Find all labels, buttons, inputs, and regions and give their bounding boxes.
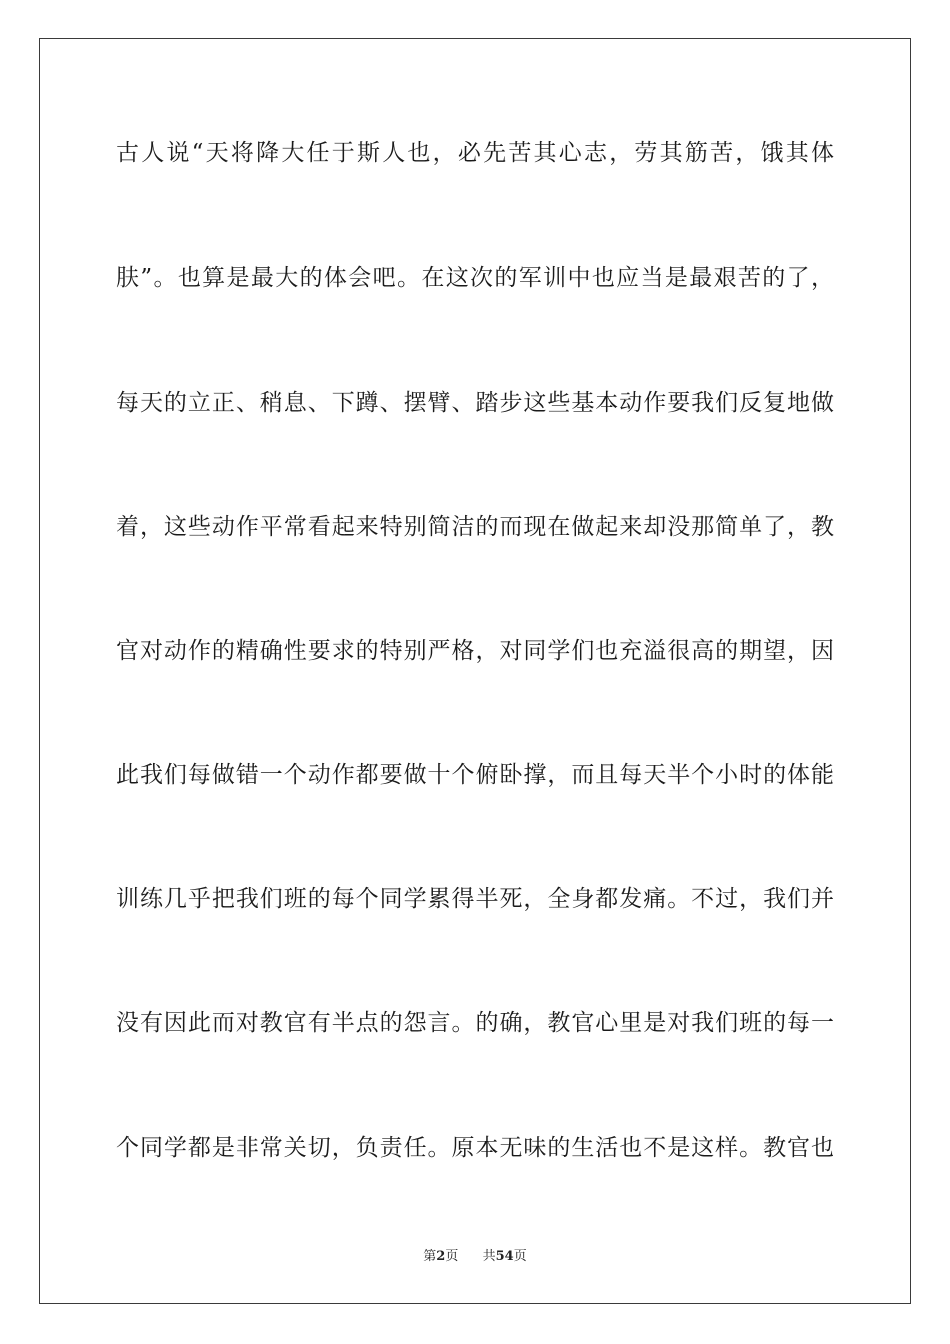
total-pages: 54 xyxy=(495,1249,514,1264)
total-prefix: 共 xyxy=(482,1249,496,1264)
text-line: 每天的立正、稍息、下蹲、摆臂、踏步这些基本动作要我们反复地做 xyxy=(116,390,834,416)
page-prefix: 第 xyxy=(423,1249,437,1264)
text-line: 此我们每做错一个动作都要做十个俯卧撑，而且每天半个小时的体能 xyxy=(116,762,834,788)
text-line: 古人说“天将降大任于斯人也，必先苦其心志，劳其筋苦，饿其体 xyxy=(116,140,834,166)
page-footer xyxy=(0,1248,950,1266)
total-suffix: 页 xyxy=(513,1249,527,1264)
text-line: 官对动作的精确性要求的特别严格，对同学们也充溢很高的期望，因 xyxy=(116,638,834,664)
page-suffix: 页 xyxy=(445,1249,459,1264)
page-number: 2 xyxy=(436,1249,446,1264)
text-line: 着，这些动作平常看起来特别简洁的而现在做起来却没那简单了，教 xyxy=(116,514,834,540)
text-line: 没有因此而对教官有半点的怨言。的确，教官心里是对我们班的每一 xyxy=(116,1010,834,1036)
text-line: 肤”。也算是最大的体会吧。在这次的军训中也应当是最艰苦的了， xyxy=(116,265,834,291)
text-line: 训练几乎把我们班的每个同学累得半死，全身都发痛。不过，我们并 xyxy=(116,886,834,912)
text-line: 个同学都是非常关切，负责任。原本无味的生活也不是这样。教官也 xyxy=(116,1135,834,1161)
page-border xyxy=(39,38,911,1304)
